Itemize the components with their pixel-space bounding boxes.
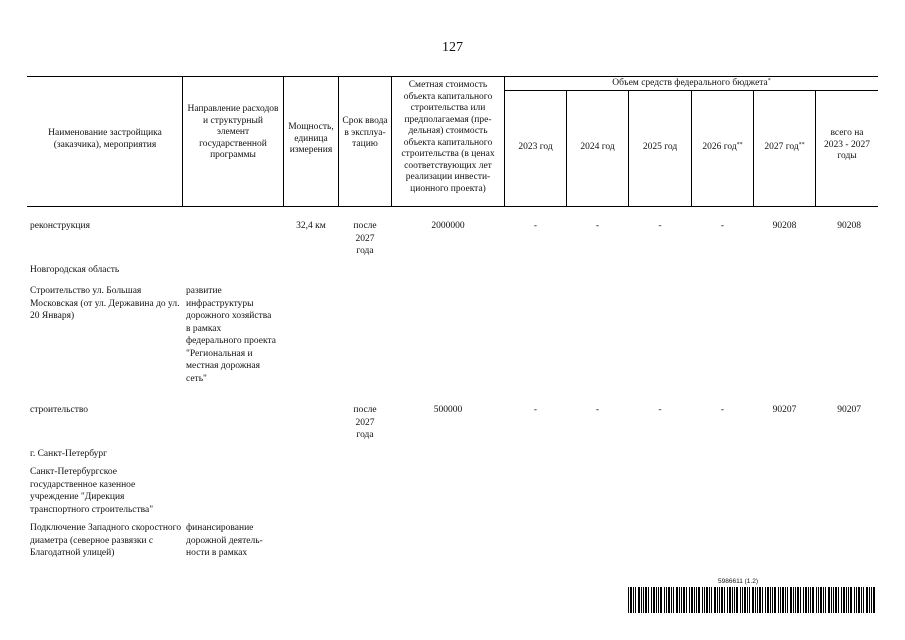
col-divider <box>338 76 339 207</box>
object-zsd-name: Подключение Западного скоростного диаметра (северное развязки с Благодатной улицей) <box>30 523 182 558</box>
row-construction-2023: - <box>533 405 538 415</box>
footnote-mark: ** <box>798 142 805 148</box>
year-label: 2025 год <box>642 142 678 152</box>
row-construction-total: 90207 <box>837 405 861 415</box>
row-reconstruction-2024: - <box>595 221 600 231</box>
row-reconstruction-term: после 2027 года <box>353 221 377 256</box>
object-bolshaya-moskovskaya-name: Строительство ул. Большая Московская (от ул. Державина до ул. 20 Января) <box>30 286 180 321</box>
footnote-mark: ** <box>736 142 743 148</box>
budget-group-label: Объем средств федерального бюджета <box>612 78 768 88</box>
row-construction-cost: 500000 <box>433 405 463 415</box>
header-year-2026 <box>692 142 753 154</box>
header-year-2023 <box>505 142 566 154</box>
header-name-of-developer: Наименование застройщика (заказчика), мероприятия <box>48 128 162 150</box>
row-construction-2027: 90207 <box>772 405 797 415</box>
row-construction-name: строительство <box>30 405 89 415</box>
year-label: 2027 год <box>764 142 799 152</box>
header-total: всего на 2023 - 2027 годы <box>824 128 870 161</box>
row-reconstruction-2023: - <box>533 221 538 231</box>
header-federal-budget-volume <box>505 78 878 90</box>
barcode-icon <box>628 587 876 613</box>
row-reconstruction-total: 90208 <box>837 221 861 231</box>
header-year-2025 <box>629 142 691 154</box>
object-bolshaya-moskovskaya-direction: развитие инфраструктуры дорожного хозяйства в рамках федерального проекта "Региональная и местная дорожная сеть" <box>186 286 276 384</box>
region-saint-petersburg: г. Санкт-Петербург <box>30 449 108 459</box>
object-zsd-direction: финансирование дорожной деятель-ности в рамках <box>186 523 263 558</box>
table-header-bottom-border <box>27 206 878 207</box>
col-divider <box>391 76 392 207</box>
year-label: 2026 год <box>702 142 737 152</box>
col-divider <box>182 76 183 207</box>
row-construction-2024: - <box>595 405 600 415</box>
header-capacity: Мощность, единица измерения <box>288 122 334 155</box>
page-number: 127 <box>442 40 463 55</box>
row-reconstruction-cost: 2000000 <box>431 221 465 231</box>
table-top-border <box>27 76 878 77</box>
row-construction-2026: - <box>720 405 725 415</box>
header-year-2027 <box>754 142 815 154</box>
row-reconstruction-name: реконструкция <box>30 221 90 231</box>
header-direction: Направление расходов и структурный элемент государственной программы <box>187 104 279 160</box>
customer-name: Санкт-Петербургское государственное казенное учреждение "Дирекция транспортного строительства" <box>30 467 154 515</box>
row-reconstruction-2027: 90208 <box>772 221 797 231</box>
year-label: 2023 год <box>518 142 553 152</box>
header-year-2024 <box>567 142 628 154</box>
col-divider <box>815 90 816 207</box>
row-construction-term: после 2027 года <box>353 405 377 440</box>
row-reconstruction-capacity: 32,4 км <box>296 221 326 231</box>
header-estimated-cost: Сметная стоимость объекта капитального строительства или предполагаемая (пре-дельная) стоимость объекта капитального строительства (в ценах соответствующих лет реализации инвести-ционного проекта) <box>401 80 495 194</box>
row-construction-2025: - <box>658 405 662 415</box>
row-reconstruction-2026: - <box>720 221 725 231</box>
year-label: 2024 год <box>580 142 615 152</box>
header-commissioning-term: Срок ввода в эксплуа-тацию <box>342 116 388 149</box>
row-reconstruction-2025: - <box>658 221 662 231</box>
document-code: 5986611 (1.2) <box>718 578 758 585</box>
region-novgorod: Новгородская область <box>30 265 120 275</box>
footnote-mark: * <box>767 78 771 84</box>
